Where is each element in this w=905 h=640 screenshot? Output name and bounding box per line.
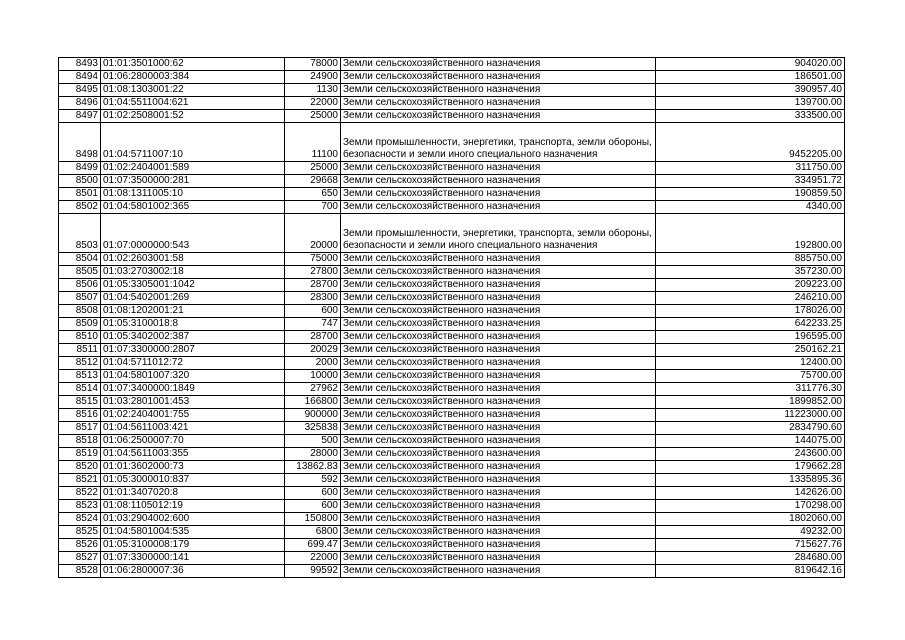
area-value: 13862.83	[285, 461, 341, 474]
land-category: Земли сельскохозяйственного назначения	[341, 175, 656, 188]
land-category: Земли сельскохозяйственного назначения	[341, 409, 656, 422]
row-number: 8499	[59, 162, 101, 175]
cadastral-number: 01:05:3100018:8	[101, 318, 285, 331]
land-category: Земли сельскохозяйственного назначения	[341, 188, 656, 201]
area-value: 28700	[285, 331, 341, 344]
area-value: 600	[285, 487, 341, 500]
area-value: 325838	[285, 422, 341, 435]
row-number: 8528	[59, 565, 101, 578]
cadastral-number: 01:02:2404001:755	[101, 409, 285, 422]
cadastral-number: 01:05:3100008:179	[101, 539, 285, 552]
land-category: Земли сельскохозяйственного назначения	[341, 487, 656, 500]
land-category: Земли сельскохозяйственного назначения	[341, 58, 656, 71]
cadastral-value: 1802060.00	[656, 513, 845, 526]
cadastral-number: 01:07:3300000:141	[101, 552, 285, 565]
area-value: 28300	[285, 292, 341, 305]
cadastral-number: 01:04:5711012:72	[101, 357, 285, 370]
cadastral-number: 01:03:2904002:600	[101, 513, 285, 526]
cadastral-number: 01:08:1105012:19	[101, 500, 285, 513]
cadastral-number: 01:05:3305001:1042	[101, 279, 285, 292]
cadastral-value: 11223000.00	[656, 409, 845, 422]
row-number: 8509	[59, 318, 101, 331]
cadastral-number: 01:07:3400000:1849	[101, 383, 285, 396]
row-number: 8524	[59, 513, 101, 526]
cadastral-value: 2834790.60	[656, 422, 845, 435]
area-value: 10000	[285, 370, 341, 383]
cadastral-number: 01:04:5801007:320	[101, 370, 285, 383]
area-value: 699.47	[285, 539, 341, 552]
table-row	[59, 513, 845, 526]
table-row	[59, 71, 845, 84]
table-row	[59, 409, 845, 422]
land-category: Земли сельскохозяйственного назначения	[341, 279, 656, 292]
row-number: 8498	[59, 123, 101, 162]
area-value: 166800	[285, 396, 341, 409]
table-row	[59, 370, 845, 383]
cadastral-value: 170298.00	[656, 500, 845, 513]
row-number: 8506	[59, 279, 101, 292]
area-value: 747	[285, 318, 341, 331]
area-value: 99592	[285, 565, 341, 578]
cadastral-value: 246210.00	[656, 292, 845, 305]
table-row	[59, 487, 845, 500]
area-value: 20000	[285, 214, 341, 253]
cadastral-value: 49232.00	[656, 526, 845, 539]
area-value: 22000	[285, 97, 341, 110]
land-category: Земли сельскохозяйственного назначения	[341, 435, 656, 448]
table-row	[59, 435, 845, 448]
cadastral-number: 01:01:3501000:62	[101, 58, 285, 71]
cadastral-number: 01:05:3000010:837	[101, 474, 285, 487]
cadastral-value: 9452205.00	[656, 123, 845, 162]
cadastral-value: 243600.00	[656, 448, 845, 461]
row-number: 8515	[59, 396, 101, 409]
cadastral-number: 01:04:5611003:421	[101, 422, 285, 435]
row-number: 8503	[59, 214, 101, 253]
row-number: 8497	[59, 110, 101, 123]
area-value: 592	[285, 474, 341, 487]
cadastral-value: 178026.00	[656, 305, 845, 318]
table-row	[59, 214, 845, 253]
land-category: Земли сельскохозяйственного назначения	[341, 253, 656, 266]
table-row	[59, 188, 845, 201]
cadastral-number: 01:04:5402001:269	[101, 292, 285, 305]
table-row	[59, 162, 845, 175]
row-number: 8519	[59, 448, 101, 461]
land-category: Земли сельскохозяйственного назначения	[341, 448, 656, 461]
table-row	[59, 266, 845, 279]
land-category: Земли сельскохозяйственного назначения	[341, 513, 656, 526]
area-value: 28700	[285, 279, 341, 292]
cadastral-value: 75700.00	[656, 370, 845, 383]
cadastral-number: 01:08:1311005:10	[101, 188, 285, 201]
cadastral-number: 01:04:5801002:365	[101, 201, 285, 214]
land-category: Земли сельскохозяйственного назначения	[341, 539, 656, 552]
cadastral-value: 311750.00	[656, 162, 845, 175]
table-row	[59, 344, 845, 357]
cadastral-number: 01:06:2800007:36	[101, 565, 285, 578]
row-number: 8496	[59, 97, 101, 110]
row-number: 8510	[59, 331, 101, 344]
cadastral-value: 142626.00	[656, 487, 845, 500]
land-category: Земли сельскохозяйственного назначения	[341, 331, 656, 344]
area-value: 27800	[285, 266, 341, 279]
cadastral-number: 01:01:3407020:8	[101, 487, 285, 500]
row-number: 8501	[59, 188, 101, 201]
table-row	[59, 201, 845, 214]
cadastral-number: 01:08:1303001:22	[101, 84, 285, 97]
land-category: Земли сельскохозяйственного назначения	[341, 201, 656, 214]
land-category: Земли сельскохозяйственного назначения	[341, 318, 656, 331]
table-row	[59, 110, 845, 123]
table-row	[59, 474, 845, 487]
land-category: Земли сельскохозяйственного назначения	[341, 526, 656, 539]
land-category: Земли сельскохозяйственного назначения	[341, 305, 656, 318]
cadastral-value: 1335895.36	[656, 474, 845, 487]
land-category: Земли сельскохозяйственного назначения	[341, 552, 656, 565]
row-number: 8527	[59, 552, 101, 565]
cadastral-value: 250162.21	[656, 344, 845, 357]
area-value: 25000	[285, 110, 341, 123]
area-value: 150800	[285, 513, 341, 526]
cadastral-number: 01:02:2404001:589	[101, 162, 285, 175]
cadastral-value: 186501.00	[656, 71, 845, 84]
area-value: 1130	[285, 84, 341, 97]
land-category: Земли сельскохозяйственного назначения	[341, 292, 656, 305]
cadastral-number: 01:02:2508001:52	[101, 110, 285, 123]
row-number: 8525	[59, 526, 101, 539]
land-category: Земли сельскохозяйственного назначения	[341, 344, 656, 357]
table-row	[59, 396, 845, 409]
area-value: 28000	[285, 448, 341, 461]
area-value: 75000	[285, 253, 341, 266]
land-category: Земли промышленности, энергетики, транспорта, земли обороны, безопасности и земли иного специального назначения	[341, 123, 656, 162]
cadastral-number: 01:05:3402002:387	[101, 331, 285, 344]
land-category: Земли сельскохозяйственного назначения	[341, 474, 656, 487]
cadastral-number: 01:04:5801004:535	[101, 526, 285, 539]
table-row	[59, 305, 845, 318]
table-row	[59, 461, 845, 474]
cadastral-number: 01:08:1202001:21	[101, 305, 285, 318]
cadastral-number: 01:03:2801001:453	[101, 396, 285, 409]
table-row	[59, 97, 845, 110]
land-category: Земли сельскохозяйственного назначения	[341, 500, 656, 513]
row-number: 8516	[59, 409, 101, 422]
land-category: Земли сельскохозяйственного назначения	[341, 110, 656, 123]
table-row	[59, 175, 845, 188]
table-row	[59, 383, 845, 396]
cadastral-number: 01:03:2703002:18	[101, 266, 285, 279]
table-row	[59, 448, 845, 461]
table-row	[59, 318, 845, 331]
cadastral-value: 333500.00	[656, 110, 845, 123]
land-category: Земли сельскохозяйственного назначения	[341, 370, 656, 383]
cadastral-value: 715627.76	[656, 539, 845, 552]
area-value: 650	[285, 188, 341, 201]
cadastral-value: 390957.40	[656, 84, 845, 97]
row-number: 8523	[59, 500, 101, 513]
cadastral-number: 01:06:2800003:384	[101, 71, 285, 84]
table-row	[59, 279, 845, 292]
cadastral-number: 01:07:3500000:281	[101, 175, 285, 188]
cadastral-value: 311776.30	[656, 383, 845, 396]
row-number: 8526	[59, 539, 101, 552]
table-row	[59, 331, 845, 344]
cadastral-number: 01:06:2500007:70	[101, 435, 285, 448]
cadastral-number: 01:02:2603001:58	[101, 253, 285, 266]
row-number: 8493	[59, 58, 101, 71]
table-row	[59, 422, 845, 435]
row-number: 8502	[59, 201, 101, 214]
table-row	[59, 292, 845, 305]
row-number: 8513	[59, 370, 101, 383]
area-value: 600	[285, 305, 341, 318]
row-number: 8505	[59, 266, 101, 279]
cadastral-value: 192800.00	[656, 214, 845, 253]
table-row	[59, 84, 845, 97]
cadastral-value: 284680.00	[656, 552, 845, 565]
cadastral-value: 144075.00	[656, 435, 845, 448]
row-number: 8507	[59, 292, 101, 305]
cadastral-value: 904020.00	[656, 58, 845, 71]
row-number: 8511	[59, 344, 101, 357]
area-value: 600	[285, 500, 341, 513]
row-number: 8494	[59, 71, 101, 84]
row-number: 8521	[59, 474, 101, 487]
cadastral-value: 4340.00	[656, 201, 845, 214]
row-number: 8517	[59, 422, 101, 435]
table-row	[59, 253, 845, 266]
land-category: Земли сельскохозяйственного назначения	[341, 422, 656, 435]
row-number: 8520	[59, 461, 101, 474]
land-category: Земли сельскохозяйственного назначения	[341, 461, 656, 474]
area-value: 25000	[285, 162, 341, 175]
land-category: Земли сельскохозяйственного назначения	[341, 71, 656, 84]
cadastral-value: 1899852.00	[656, 396, 845, 409]
table-row	[59, 500, 845, 513]
cadastral-number: 01:04:5711007:10	[101, 123, 285, 162]
table-row	[59, 123, 845, 162]
row-number: 8514	[59, 383, 101, 396]
area-value: 500	[285, 435, 341, 448]
cadastral-number: 01:01:3602000:73	[101, 461, 285, 474]
area-value: 27962	[285, 383, 341, 396]
cadastral-value: 885750.00	[656, 253, 845, 266]
area-value: 900000	[285, 409, 341, 422]
land-parcels-table	[58, 57, 845, 578]
row-number: 8504	[59, 253, 101, 266]
table-row	[59, 526, 845, 539]
table-row	[59, 539, 845, 552]
table-row	[59, 565, 845, 578]
table-body	[59, 58, 845, 578]
area-value: 24900	[285, 71, 341, 84]
cadastral-value: 357230.00	[656, 266, 845, 279]
cadastral-number: 01:07:0000000:543	[101, 214, 285, 253]
cadastral-value: 179662.28	[656, 461, 845, 474]
area-value: 11100	[285, 123, 341, 162]
row-number: 8518	[59, 435, 101, 448]
area-value: 22000	[285, 552, 341, 565]
land-category: Земли сельскохозяйственного назначения	[341, 162, 656, 175]
land-category: Земли сельскохозяйственного назначения	[341, 266, 656, 279]
cadastral-value: 196595.00	[656, 331, 845, 344]
cadastral-value: 209223.00	[656, 279, 845, 292]
land-category: Земли сельскохозяйственного назначения	[341, 84, 656, 97]
area-value: 700	[285, 201, 341, 214]
area-value: 6800	[285, 526, 341, 539]
row-number: 8500	[59, 175, 101, 188]
table-row	[59, 58, 845, 71]
land-registry-sheet	[58, 57, 845, 578]
table-row	[59, 552, 845, 565]
cadastral-number: 01:04:5511004:621	[101, 97, 285, 110]
row-number: 8495	[59, 84, 101, 97]
cadastral-value: 12400.00	[656, 357, 845, 370]
table-row	[59, 357, 845, 370]
cadastral-value: 334951.72	[656, 175, 845, 188]
land-category: Земли сельскохозяйственного назначения	[341, 396, 656, 409]
row-number: 8508	[59, 305, 101, 318]
land-category: Земли сельскохозяйственного назначения	[341, 97, 656, 110]
area-value: 2000	[285, 357, 341, 370]
area-value: 29668	[285, 175, 341, 188]
area-value: 78000	[285, 58, 341, 71]
cadastral-value: 642233.25	[656, 318, 845, 331]
area-value: 20029	[285, 344, 341, 357]
land-category: Земли сельскохозяйственного назначения	[341, 565, 656, 578]
land-category: Земли промышленности, энергетики, транспорта, земли обороны, безопасности и земли иного специального назначения	[341, 214, 656, 253]
cadastral-value: 819642.16	[656, 565, 845, 578]
cadastral-number: 01:04:5611003:355	[101, 448, 285, 461]
cadastral-value: 190859.50	[656, 188, 845, 201]
land-category: Земли сельскохозяйственного назначения	[341, 383, 656, 396]
row-number: 8522	[59, 487, 101, 500]
cadastral-value: 139700.00	[656, 97, 845, 110]
row-number: 8512	[59, 357, 101, 370]
land-category: Земли сельскохозяйственного назначения	[341, 357, 656, 370]
cadastral-number: 01:07:3300000:2807	[101, 344, 285, 357]
